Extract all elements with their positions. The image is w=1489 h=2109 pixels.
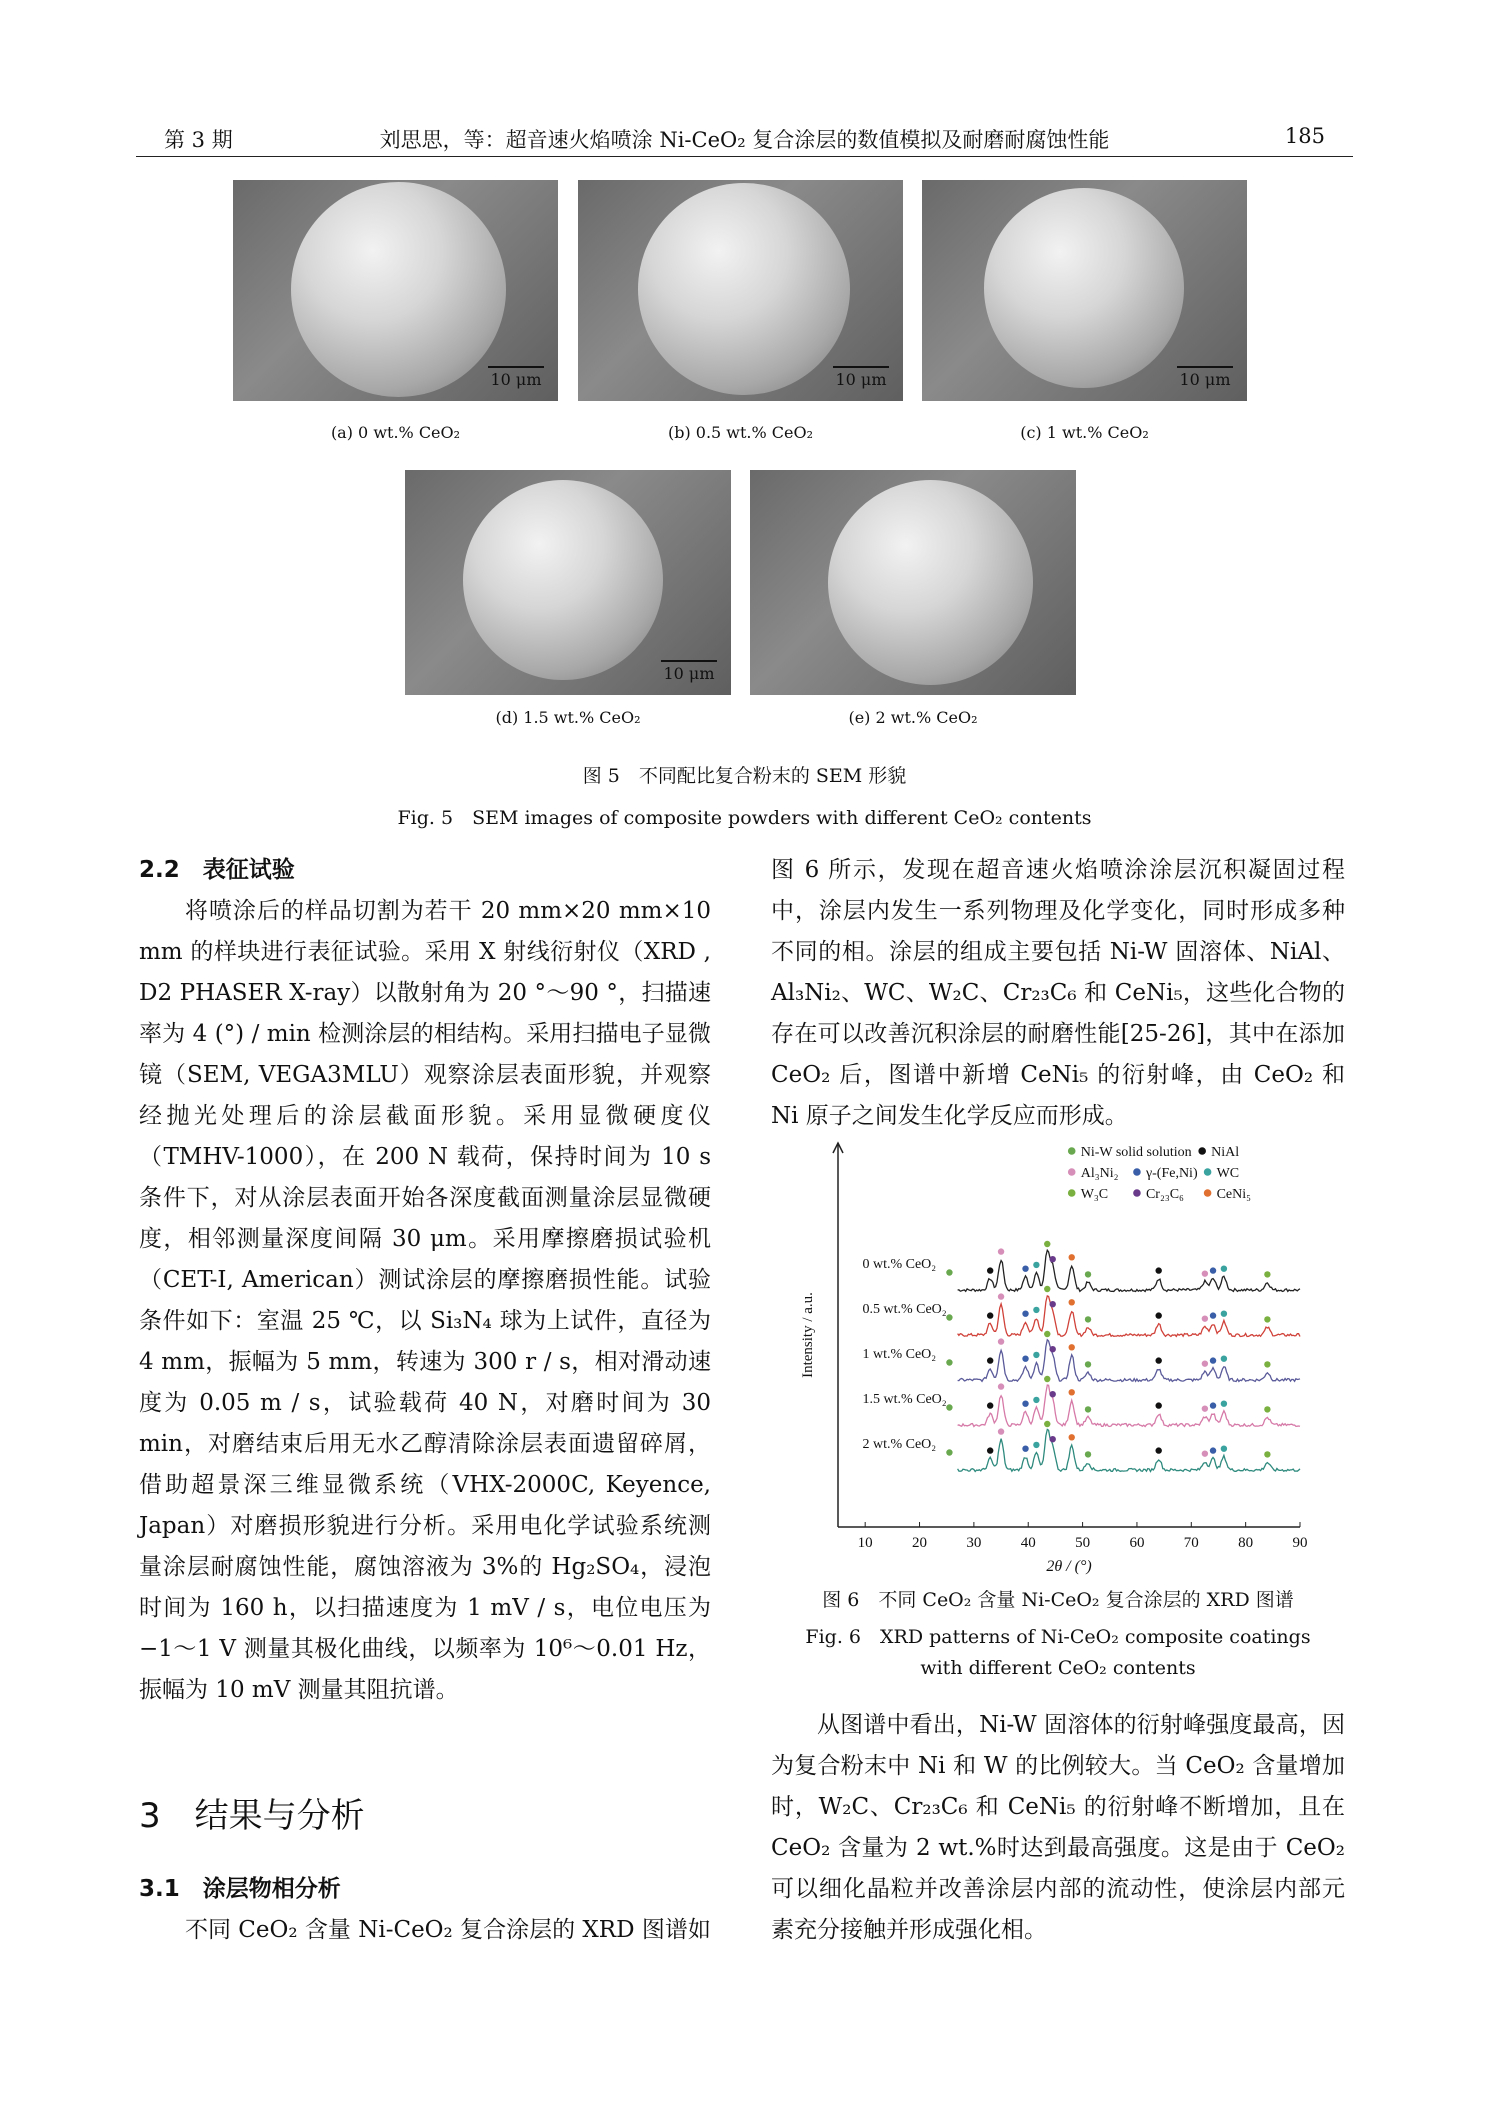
x-tick-label: 30	[966, 1535, 982, 1551]
peak-marker	[1210, 1402, 1216, 1408]
peak-marker	[998, 1248, 1004, 1254]
peak-marker	[946, 1449, 952, 1455]
caption-a: (a) 0 wt.% CeO₂	[330, 423, 461, 442]
peak-marker	[1202, 1360, 1208, 1366]
peak-marker	[1202, 1450, 1208, 1456]
powder-particle	[984, 188, 1184, 388]
fig5-caption-en: Fig. 5 SEM images of composite powders with different CeO₂ contents	[397, 807, 1092, 829]
xrd-series-line	[958, 1429, 1300, 1471]
peak-marker	[1085, 1271, 1091, 1277]
peak-marker	[1069, 1254, 1075, 1260]
x-tick-label: 60	[1129, 1535, 1145, 1551]
peak-marker	[1049, 1391, 1055, 1397]
series-label: 2 wt.% CeO₂	[862, 1437, 937, 1452]
legend-label: W₃C	[1080, 1187, 1109, 1202]
peak-marker	[1264, 1406, 1270, 1412]
series-label: 1.5 wt.% CeO₂	[862, 1392, 947, 1407]
peak-marker	[1210, 1312, 1216, 1318]
peak-marker	[1210, 1357, 1216, 1363]
x-tick-label: 80	[1238, 1535, 1254, 1551]
peak-marker	[1044, 1376, 1050, 1382]
peak-marker	[1049, 1436, 1055, 1442]
peak-marker	[1264, 1271, 1270, 1277]
peak-marker	[1044, 1286, 1050, 1292]
series-label: 1 wt.% CeO₂	[862, 1347, 937, 1362]
peak-marker	[946, 1269, 952, 1275]
peak-marker	[1085, 1361, 1091, 1367]
fig6-caption-en-1: Fig. 6 XRD patterns of Ni-CeO₂ composite coatings	[805, 1626, 1311, 1648]
scale-bar: 10 μm	[1177, 366, 1233, 389]
legend-marker	[1204, 1168, 1212, 1176]
peak-marker	[987, 1312, 993, 1318]
peak-marker	[998, 1428, 1004, 1434]
peak-marker	[1210, 1447, 1216, 1453]
xrd-series-line	[958, 1250, 1300, 1291]
powder-particle	[463, 480, 663, 680]
peak-marker	[987, 1357, 993, 1363]
peak-marker	[1044, 1241, 1050, 1247]
peak-marker	[1033, 1262, 1039, 1268]
peak-marker	[1044, 1331, 1050, 1337]
series-label: 0 wt.% CeO₂	[862, 1257, 937, 1272]
scale-bar: 10 μm	[661, 660, 717, 683]
x-tick-label: 90	[1292, 1535, 1308, 1551]
peak-marker	[1264, 1361, 1270, 1367]
peak-marker	[1022, 1356, 1028, 1362]
peak-marker	[1044, 1421, 1050, 1427]
sem-image-d	[405, 470, 731, 695]
x-tick-label: 40	[1020, 1535, 1036, 1551]
x-tick-label: 20	[912, 1535, 928, 1551]
peak-marker	[1264, 1451, 1270, 1457]
section-2-2-heading: 2.2 表征试验	[139, 857, 295, 883]
issue-number: 第 3 期	[164, 128, 233, 152]
peak-marker	[1210, 1267, 1216, 1273]
right-column-bottom	[771, 1705, 1345, 1951]
peak-marker	[998, 1383, 1004, 1389]
legend-marker	[1068, 1147, 1076, 1155]
page-number: 185	[1284, 124, 1325, 148]
peak-marker	[1022, 1266, 1028, 1272]
series-label: 0.5 wt.% CeO₂	[862, 1302, 947, 1317]
right-column-top	[771, 850, 1345, 1137]
peak-marker	[1022, 1446, 1028, 1452]
powder-particle	[638, 183, 850, 395]
paragraph-xrd-analysis: 从图谱中看出，Ni-W 固溶体的衍射峰强度最高，因为复合粉末中 Ni 和 W 的比例较大。当 CeO₂ 含量增加时，W₂C、Cr₂₃C₆ 和 CeNi₅ 的衍射峰不断增加，且在 CeO₂ 含量为 2 wt.%时达到最高强度。这是由于 CeO₂ 可以细化晶粒并改善涂层内部的流动性，使涂层内部元素充分接触并形成强化相。	[771, 1712, 1345, 1943]
fig6-caption-cn: 图 6 不同 CeO₂ 含量 Ni-CeO₂ 复合涂层的 XRD 图谱	[822, 1589, 1294, 1611]
x-tick-label: 10	[857, 1535, 873, 1551]
legend-marker	[1133, 1189, 1141, 1197]
sem-image-a	[233, 180, 558, 401]
peak-marker	[1022, 1311, 1028, 1317]
legend-label: CeNi₅	[1216, 1187, 1252, 1202]
peak-marker	[1202, 1270, 1208, 1276]
peak-marker	[1033, 1307, 1039, 1313]
peak-marker	[1033, 1352, 1039, 1358]
peak-marker	[1069, 1434, 1075, 1440]
peak-marker	[987, 1447, 993, 1453]
xrd-series-line	[958, 1385, 1300, 1427]
caption-d: (d) 1.5 wt.% CeO₂	[495, 708, 641, 727]
peak-marker	[1085, 1316, 1091, 1322]
peak-marker	[1221, 1311, 1227, 1317]
legend-label: Al₃Ni₂	[1080, 1166, 1119, 1181]
caption-e: (e) 2 wt.% CeO₂	[848, 708, 978, 727]
x-axis-label: 2θ / (°)	[1046, 1558, 1092, 1575]
legend-marker	[1133, 1168, 1141, 1176]
peak-marker	[1221, 1266, 1227, 1272]
peak-marker	[1049, 1256, 1055, 1262]
peak-marker	[1069, 1389, 1075, 1395]
peak-marker	[1069, 1344, 1075, 1350]
peak-marker	[1221, 1446, 1227, 1452]
section-3-1-heading: 3.1 涂层物相分析	[139, 1876, 341, 1902]
sem-image-e	[750, 470, 1076, 695]
legend-label: Ni-W solid solution	[1080, 1145, 1192, 1160]
legend-marker	[1198, 1147, 1206, 1155]
paragraph-phase-composition: 图 6 所示，发现在超音速火焰喷涂涂层沉积凝固过程中，涂层内发生一系列物理及化学变化，同时形成多种不同的相。涂层的组成主要包括 Ni-W 固溶体、NiAl、Al₃Ni₂、WC、W₂C、Cr₂₃C₆ 和 CeNi₅，这些化合物的存在可以改善沉积涂层的耐磨性能[25-26]，其中在添加 CeO₂ 后，图谱中新增 CeNi₅ 的衍射峰，由 CeO₂ 和 Ni 原子之间发生化学反应而形成。	[771, 857, 1345, 1129]
peak-marker	[946, 1314, 952, 1320]
y-axis-label: Intensity / a.u.	[800, 1292, 816, 1378]
running-title: 刘思思，等：超音速火焰喷涂 Ni-CeO₂ 复合涂层的数值模拟及耐磨耐腐蚀性能	[379, 128, 1110, 152]
scale-bar: 10 μm	[833, 366, 889, 389]
peak-marker	[1049, 1301, 1055, 1307]
section-3-heading: 3 结果与分析	[139, 1796, 365, 1836]
paragraph-xrd-intro: 不同 CeO₂ 含量 Ni-CeO₂ 复合涂层的 XRD 图谱如	[185, 1917, 711, 1943]
peak-marker	[1085, 1406, 1091, 1412]
legend-label: NiAl	[1211, 1145, 1240, 1160]
peak-marker	[1069, 1299, 1075, 1305]
peak-marker	[1085, 1451, 1091, 1457]
peak-marker	[946, 1404, 952, 1410]
caption-b: (b) 0.5 wt.% CeO₂	[667, 423, 814, 442]
legend-label: WC	[1216, 1166, 1240, 1181]
peak-marker	[1033, 1442, 1039, 1448]
peak-marker	[1202, 1405, 1208, 1411]
x-tick-label: 70	[1183, 1535, 1199, 1551]
sem-image-b	[578, 180, 903, 401]
peak-marker	[1221, 1401, 1227, 1407]
peak-marker	[1049, 1346, 1055, 1352]
powder-particle	[291, 182, 506, 397]
legend-marker	[1068, 1168, 1076, 1176]
xrd-series-line	[958, 1340, 1300, 1382]
running-header	[136, 118, 1353, 157]
legend-label: Cr₂₃C₆	[1145, 1187, 1184, 1202]
peak-marker	[998, 1338, 1004, 1344]
sem-image-c	[922, 180, 1247, 401]
fig6-caption-en-2: with different CeO₂ contents	[920, 1657, 1196, 1679]
peak-marker	[987, 1267, 993, 1273]
left-column	[139, 850, 711, 1711]
xrd-series-line	[958, 1296, 1300, 1337]
peak-marker	[1155, 1312, 1161, 1318]
x-tick-label: 50	[1075, 1535, 1091, 1551]
peak-marker	[1155, 1402, 1161, 1408]
paragraph-characterization: 将喷涂后的样品切割为若干 20 mm×20 mm×10 mm 的样块进行表征试验。采用 X 射线衍射仪（XRD , D2 PHASER X-ray）以散射角为 20 °～90 °，扫描速率为 4 (°) / min 检测涂层的相结构。采用扫描电子显微镜（SEM, VEGA3MLU）观察涂层表面形貌，并观察经抛光处理后的涂层截面形貌。采用显微硬度仪（TMHV-1000），在 200 N 载荷，保持时间为 10 s 条件下，对从涂层表面开始各深度截面测量涂层显微硬度，相邻测量深度间隔 30 μm。采用摩擦磨损试验机（CET-I, American）测试涂层的摩擦磨损性能。试验条件如下：室温 25 ℃，以 Si₃N₄ 球为上试件，直径为 4 mm，振幅为 5 mm，转速为 300 r / s，相对滑动速度为 0.05 m / s，试验载荷 40 N，对磨时间为 30 min，对磨结束后用无水乙醇清除涂层表面遗留碎屑，借助超景深三维显微系统（VHX-2000C, Keyence, Japan）对磨损形貌进行分析。采用电化学试验系统测量涂层耐腐蚀性能，腐蚀溶液为 3%的 Hg₂SO₄，浸泡时间为 160 h，以扫描速度为 1 mV / s，电位电压为−1～1 V 测量其极化曲线，以频率为 10⁶～0.01 Hz，振幅为 10 mV 测量其阻抗谱。	[139, 898, 711, 1703]
peak-marker	[1155, 1447, 1161, 1453]
legend-label: γ-(Fe,Ni)	[1145, 1166, 1198, 1181]
peak-marker	[1264, 1316, 1270, 1322]
peak-marker	[1155, 1267, 1161, 1273]
legend-marker	[1204, 1189, 1212, 1197]
peak-marker	[946, 1359, 952, 1365]
peak-marker	[1155, 1357, 1161, 1363]
peak-marker	[1221, 1356, 1227, 1362]
caption-c: (c) 1 wt.% CeO₂	[1020, 423, 1149, 442]
peak-marker	[1033, 1397, 1039, 1403]
fig5-caption-cn: 图 5 不同配比复合粉末的 SEM 形貌	[582, 765, 907, 787]
peak-marker	[1202, 1315, 1208, 1321]
powder-particle	[828, 480, 1033, 685]
peak-marker	[987, 1402, 993, 1408]
legend-marker	[1068, 1189, 1076, 1197]
scale-bar: 10 μm	[488, 366, 544, 389]
peak-marker	[998, 1293, 1004, 1299]
peak-marker	[1022, 1401, 1028, 1407]
xrd-chart	[790, 1135, 1310, 1575]
